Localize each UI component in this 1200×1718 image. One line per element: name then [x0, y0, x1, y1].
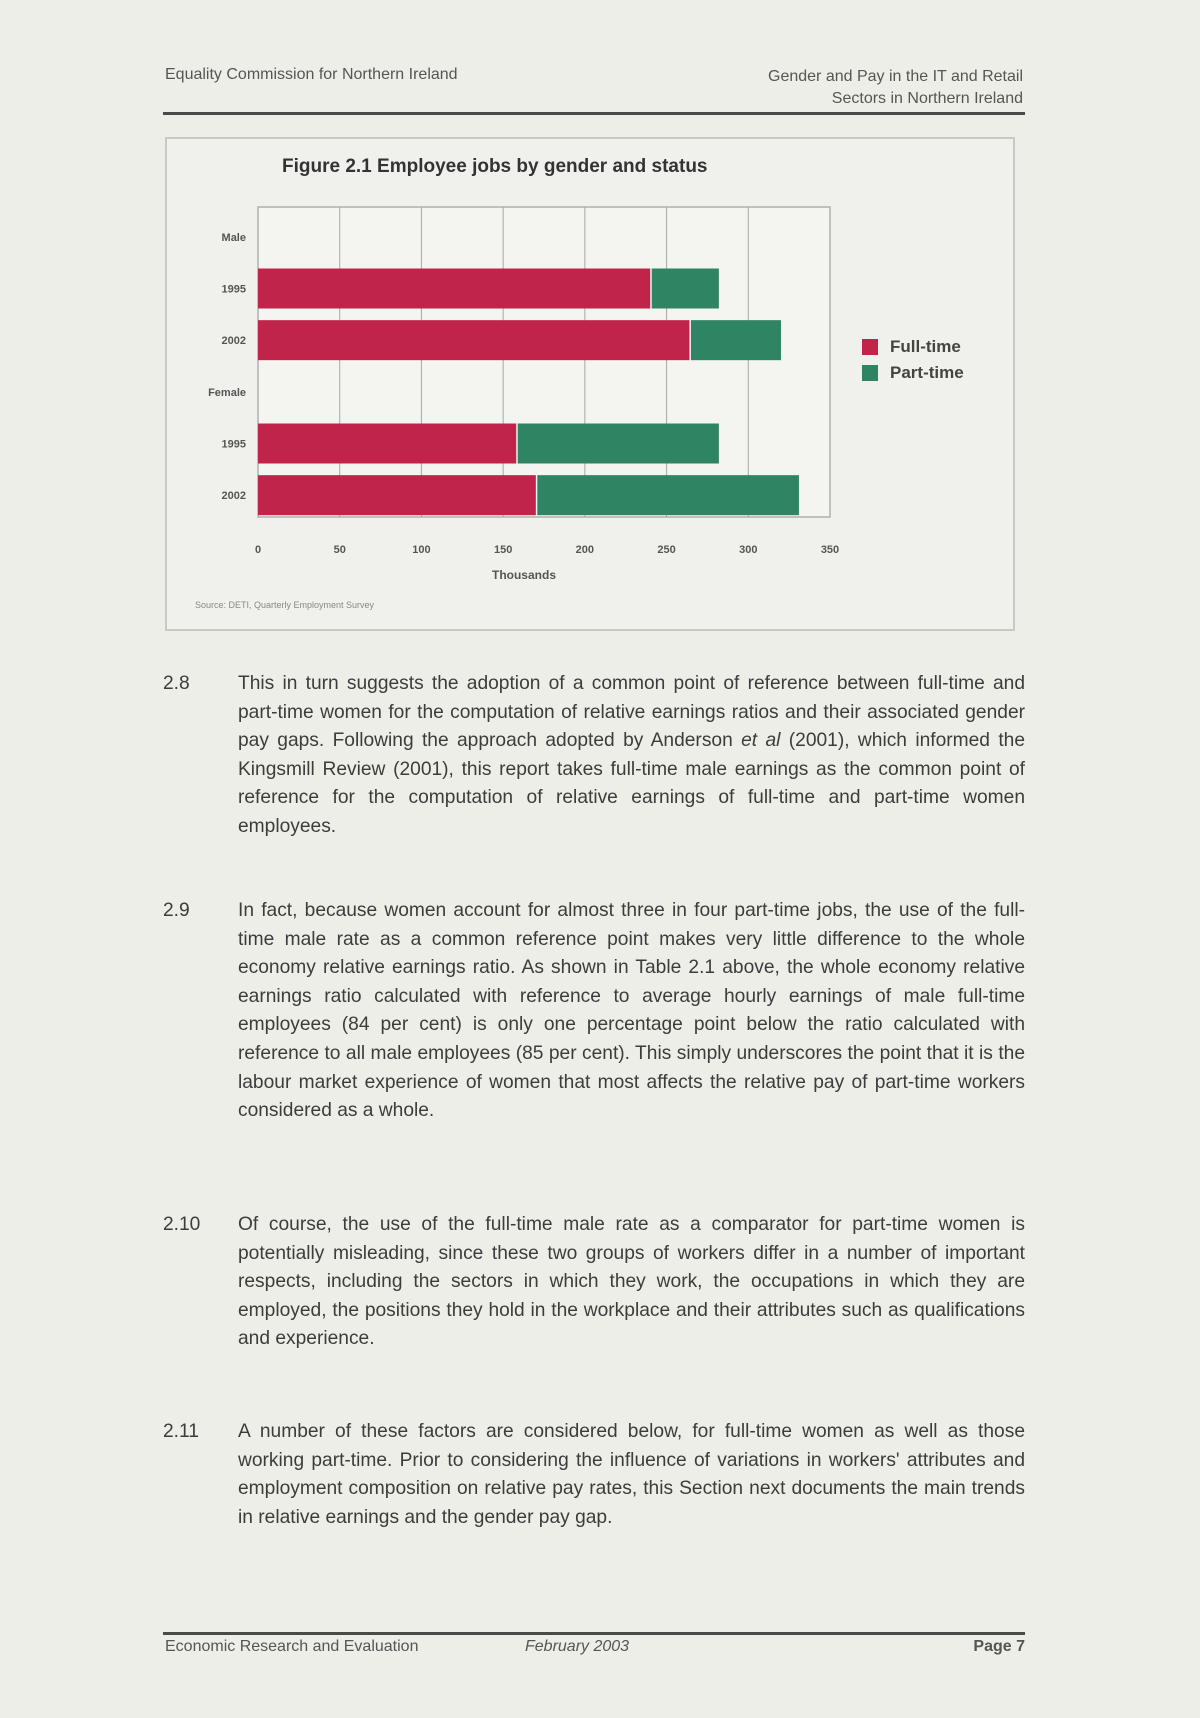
bar-part-time [518, 424, 719, 464]
chart-title: Figure 2.1 Employee jobs by gender and status [282, 156, 708, 177]
chart-legend [862, 334, 964, 386]
legend-swatch-full-time [862, 339, 878, 355]
footer-organisation: Economic Research and Evaluation [165, 1638, 419, 1655]
italic-citation: et al [741, 730, 781, 752]
paragraph-text: This in turn suggests the adoption of a common point of reference between full-time and part-time women for the computation of relative earnings ratios and their associated gender pay gaps. Following the approach adopted by Anderson et al (2001), which informed the Kingsmill Review (2001), this report takes full-time male earnings as the common point of reference for the computation of relative earnings of full-time and part-time women employees. [238, 673, 1025, 837]
footer-rule [163, 1632, 1025, 1635]
paragraph-number: 2.10 [163, 1214, 201, 1235]
bar-part-time [652, 269, 719, 309]
figure-source: Source: DETI, Quarterly Employment Survey [195, 600, 375, 610]
header-title-line-2: Sectors in Northern Ireland [831, 90, 1023, 107]
group-label: Female [208, 386, 246, 399]
plot-area [258, 207, 830, 517]
bar-full-time [258, 320, 689, 360]
paragraph-2-11 [163, 1418, 1025, 1532]
footer-date: February 2003 [525, 1638, 630, 1655]
x-tick-label: 100 [412, 544, 431, 556]
paragraph-text: In fact, because women account for almost three in four part-time jobs, the use of the full-time male rate as a common reference point makes very little difference to the whole economy relative earnings ratio. As shown in Table 2.1 above, the whole economy relative earnings ratio calculated with reference to average hourly earnings of male full-time employees (84 per cent) is only one percentage point below the ratio calculated with reference to all male employees (85 per cent). This simply underscores the point that it is the labour market experience of women that most affects the relative pay of part-time workers considered as a whole. [238, 900, 1025, 1122]
group-label: Male [221, 231, 246, 244]
x-tick-label: 250 [657, 544, 676, 556]
legend-item-part-time [862, 360, 964, 386]
x-tick-label: 0 [254, 544, 262, 556]
paragraph-2-10 [163, 1211, 1025, 1354]
paragraph-text: A number of these factors are considered below, for full-time women as well as those working part-time. Prior to considering the influence of variations in workers' attributes and employment composition on relative pay rates, this Section next documents the main trends in relative earnings and the gender pay gap. [238, 1421, 1025, 1528]
x-tick-label: 300 [739, 544, 758, 556]
paragraph-number: 2.9 [163, 900, 190, 921]
page-header [163, 63, 1023, 115]
legend-label-part-time: Part-time [890, 363, 964, 382]
paragraph-2-9 [163, 897, 1025, 1126]
paragraph-number: 2.8 [163, 673, 190, 694]
paragraph-2-8 [163, 670, 1025, 842]
page-footer [165, 1638, 1025, 1664]
paragraph-text: Of course, the use of the full-time male rate as a comparator for part-time women is potentially misleading, since these two groups of workers differ in a number of important respects, including the sectors in which they work, the occupations in which they are employed, the positions they hold in the workplace and their attributes such as qualifications and experience. [238, 1214, 1025, 1350]
legend-label-full-time: Full-time [890, 337, 961, 356]
bar-full-time [258, 424, 516, 464]
x-tick-label: 200 [575, 544, 595, 556]
category-label: 1995 [221, 283, 246, 296]
category-label: 2002 [221, 490, 246, 503]
bar-full-time [258, 475, 536, 515]
x-tick-label: 150 [493, 544, 513, 556]
x-axis-label: Thousands [491, 568, 557, 582]
legend-item-full-time [862, 334, 964, 360]
x-tick-label: 50 [333, 544, 346, 556]
header-report-title [768, 66, 1023, 110]
bar-part-time [691, 320, 781, 360]
bar-chart [170, 195, 850, 595]
bar-part-time [537, 475, 799, 515]
page-number: Page 7 [973, 1638, 1025, 1655]
x-tick-label: 350 [820, 544, 840, 556]
header-rule [163, 112, 1025, 115]
legend-swatch-part-time [862, 365, 878, 381]
category-label: 2002 [221, 335, 246, 348]
header-title-line-1: Gender and Pay in the IT and Retail [768, 68, 1023, 85]
paragraph-number: 2.11 [163, 1421, 199, 1442]
category-label: 1995 [221, 438, 246, 451]
bar-full-time [258, 269, 650, 309]
header-organisation: Equality Commission for Northern Ireland [165, 66, 458, 83]
